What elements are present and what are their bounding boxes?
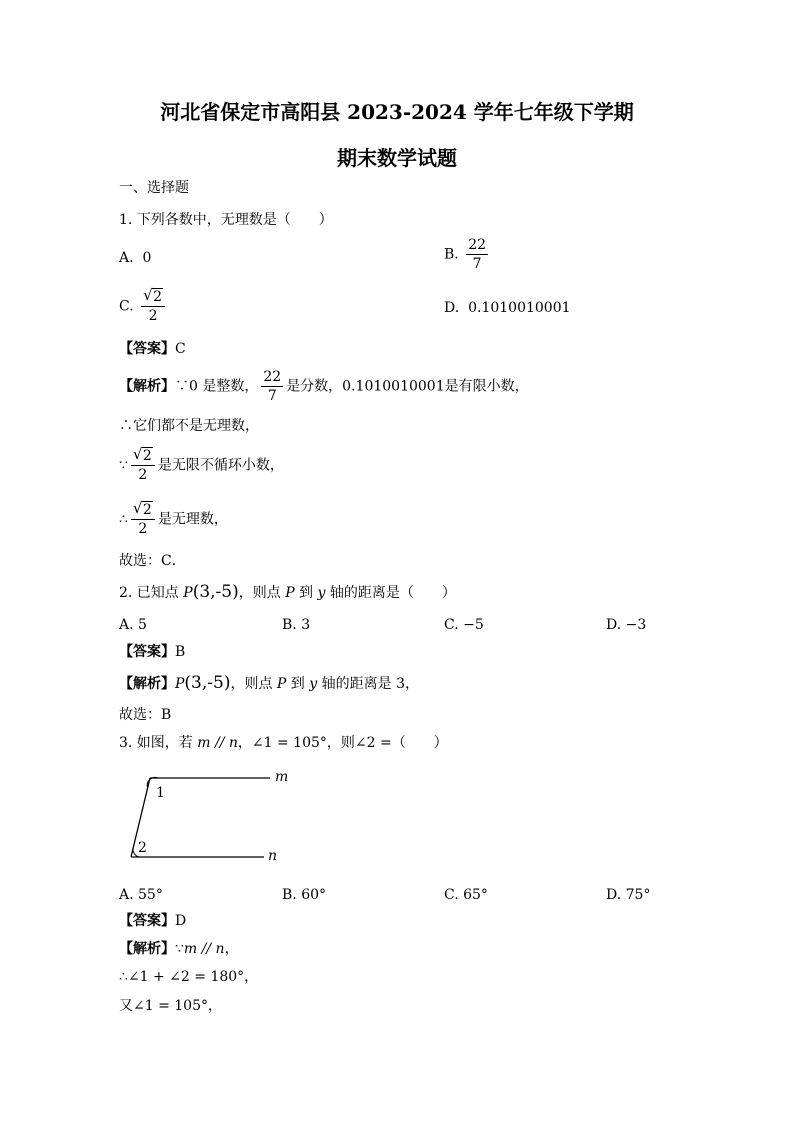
q3-option-b: B. 60° <box>282 887 327 903</box>
q2-option-c: C. −5 <box>444 617 484 633</box>
q3-option-a: A. 55° <box>119 887 163 903</box>
q2-option-a: A. 5 <box>119 617 147 633</box>
q1-option-c: C. √ 2 2 <box>119 290 168 323</box>
q1-analysis-line4: ∴ √ 2 2 是无理数， <box>119 499 228 537</box>
q3-option-d: D. 75° <box>606 887 651 903</box>
q1-analysis-line1: 【解析】∵0 是整数， $\frac{22}{7}$ 是分数，0.1010010001是有限小数， <box>119 369 529 404</box>
q2-stem: 2. 已知点 P(3,-5)，则点 P 到 y 轴的距离是（ ） <box>119 582 456 602</box>
q1-stem: 1. 下列各数中，无理数是（ ） <box>119 212 333 228</box>
q1-analysis-line2: ∴它们都不是无理数， <box>119 418 259 434</box>
document-title-line2: 期末数学试题 <box>337 146 457 170</box>
q2-analysis-line2: 故选：B <box>119 707 172 723</box>
q3-answer: 【答案】D <box>119 913 187 929</box>
q1-option-a: A. 0 <box>119 250 152 266</box>
q1-option-b-fraction: $\frac{22}{7}$ <box>468 237 487 272</box>
q3-analysis-line2: ∴∠1 + ∠2 = 180°， <box>119 969 259 985</box>
q3-stem: 3. 如图，若 m // n，∠1 = 105°，则∠2 =（ ） <box>119 735 448 751</box>
document-title-line1: 河北省保定市高阳县 2023-2024 学年七年级下学期 <box>160 100 634 124</box>
q3-analysis-line1: 【解析】∵m // n， <box>119 941 239 957</box>
q2-answer: 【答案】B <box>119 644 186 660</box>
label-m: m <box>275 769 289 785</box>
q1-answer: 【答案】C <box>119 341 186 357</box>
q1-option-b: B. $\frac{22}{7}$ <box>444 237 487 272</box>
q2-analysis-line1: 【解析】P(3,-5)，则点 P 到 y 轴的距离是 3， <box>119 673 419 693</box>
q1-analysis-line5: 故选：C． <box>119 553 186 569</box>
section-heading: 一、选择题 <box>119 180 189 196</box>
q1-analysis-line3: ∵ √ 2 2 是无限不循环小数， <box>119 445 284 483</box>
q3-option-c: C. 65° <box>444 887 488 903</box>
label-n: n <box>268 848 278 864</box>
label-angle-2: 2 <box>138 840 147 856</box>
q2-option-d: D. −3 <box>606 617 647 633</box>
q1-option-c-fraction: √ 2 2 <box>141 290 165 323</box>
q1-option-d: D. 0.1010010001 <box>444 300 571 316</box>
q1-analysis-fraction: $\frac{22}{7}$ <box>263 369 282 404</box>
label-angle-1: 1 <box>156 785 165 801</box>
q3-analysis-line3: 又∠1 = 105°， <box>119 998 222 1014</box>
q2-option-b: B. 3 <box>282 617 311 633</box>
q3-parallel-lines-figure <box>120 765 300 865</box>
